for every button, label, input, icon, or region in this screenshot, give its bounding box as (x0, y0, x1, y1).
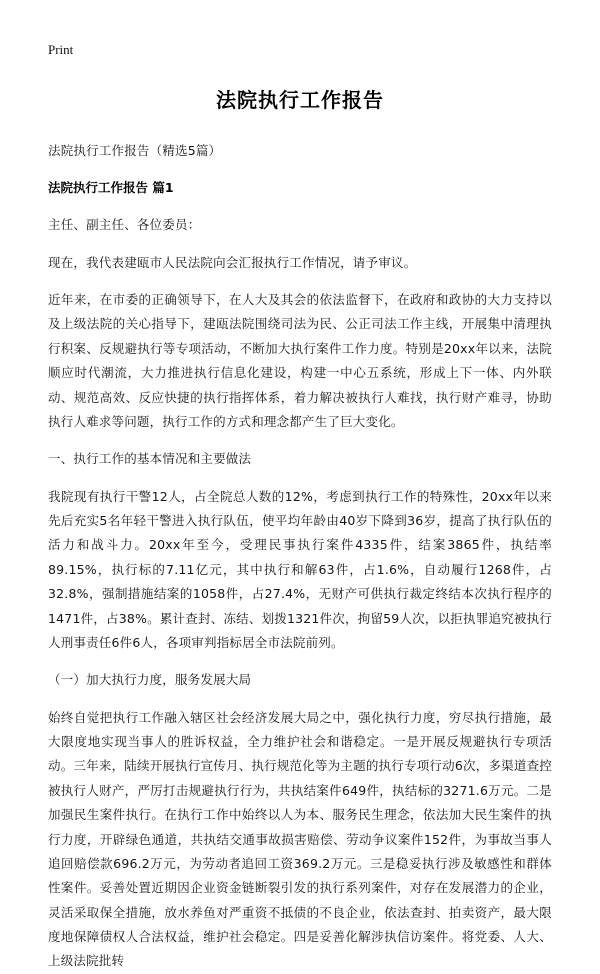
paragraph: （一）加大执行力度，服务发展大局 (48, 672, 252, 688)
paragraph: 始终自觉把执行工作融入辖区社会经济发展大局之中，强化执行力度，穷尽执行措施，最大限度地实现当事人的胜诉权益，全力维护社会和谐稳定。一是开展反规避执行专项活动。三年来，陆续开展执行宣传月、执行规范化等为主题的执行专项行动6次，多渠道查控被执行人财产，严厉打击规避执行行为，共执结案件649件，执结标的3271.6万元。二是加强民生案件执行。在执行工作中始终以人为本、服务民生理念，依法加大民生案件的执行力度，开辟绿色通道，共执结交通事故损害赔偿、劳动争议案件152件，为事故当事人追回赔偿款696.2万元，为劳动者追回工资369.2万元。三是稳妥执行涉及敏感性和群体性案件。妥善处置近期因企业资金链断裂引发的执行系列案件，对存在发展潜力的企业，灵活采取保全措施，放水养鱼对严重资不抵债的不良企业，依法查封、拍卖资产，最大限度地保障债权人合法权益，维护社会稳定。四是妥善化解涉执信访案件。将党委、人大、上级法院批转 (48, 709, 552, 969)
paragraph: 主任、副主任、各位委员： (48, 217, 201, 233)
paragraph: 近年来，在市委的正确领导下，在人大及其会的依法监督下，在政府和政协的大力支持以及上级法院的关心指导下，建瓯法院围绕司法为民、公正司法工作主线，开展集中清理执行积案、反规避执行等专项活动，不断加大执行案件工作力度。特别是20xx年以来，法院顺应时代潮流，大力推进执行信息化建设，构建一中心五系统，形成上下一体、内外联动、规范高效、反应快捷的执行指挥体系，着力解决被执行人难找，执行财产难寻，协助执行人难求等问题，执行工作的方式和理念都产生了巨大变化。 (48, 292, 552, 429)
print-button[interactable]: Print (48, 42, 74, 57)
document-body (48, 139, 552, 974)
paragraph: 一、执行工作的基本情况和主要做法 (48, 451, 252, 467)
paragraph: 法院执行工作报告（精选5篇） (48, 142, 222, 158)
page-title: 法院执行工作报告 (216, 87, 384, 112)
paragraph: 现在，我代表建瓯市人民法院向会汇报执行工作情况，请予审议。 (48, 254, 417, 270)
section-heading: 法院执行工作报告 篇1 (48, 179, 174, 195)
paragraph: 我院现有执行干警12人，占全院总人数的12%，考虑到执行工作的特殊性，20xx年以来先后充实5名年轻干警进入执行队伍，使平均年龄由40岁下降到36岁，提高了执行队伍的活力和战斗力。20xx年至今，受理民事执行案件4335件，结案3865件，执结率89.15%，执行标的7.11亿元，其中执行和解63件，占1.6%，自动履行1268件，占32.8%，强制措施结案的1058件，占27.4%，无财产可供执行裁定终结本次执行程序的1471件，占38%。累计查封、冻结、划拨1321件次，拘留59人次，以拒执罪追究被执行人刑事责任6件6人，各项审判指标居全市法院前列。 (48, 488, 552, 650)
